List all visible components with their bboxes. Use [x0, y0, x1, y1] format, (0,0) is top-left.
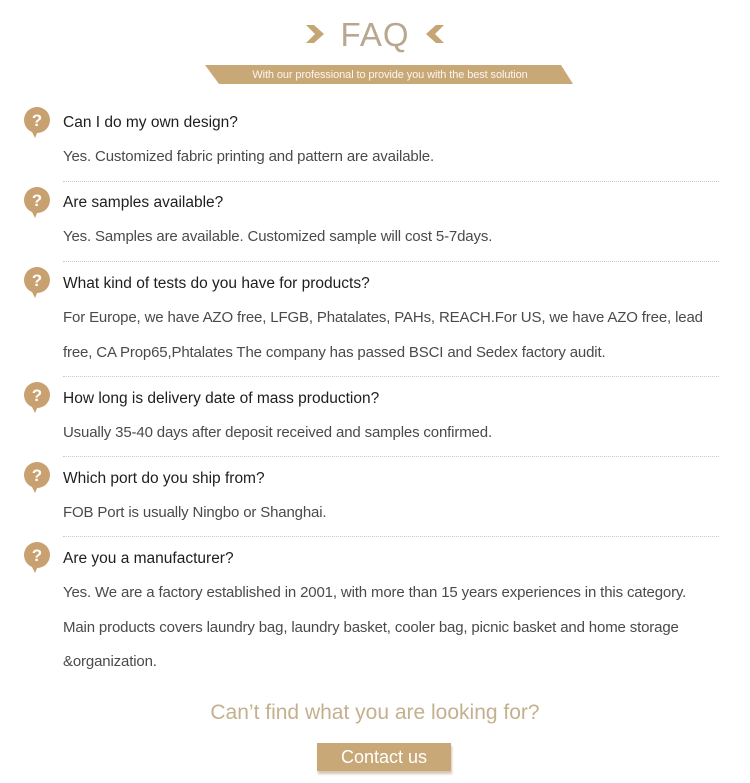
- faq-question: Are samples available?: [63, 194, 224, 211]
- svg-text:?: ?: [31, 271, 43, 290]
- question-bubble-icon: [23, 266, 51, 298]
- separator: [63, 456, 719, 457]
- faq-answer: &organization.: [63, 653, 157, 670]
- faq-question: What kind of tests do you have for products?: [63, 275, 370, 292]
- faq-answer: Yes. We are a factory established in 2001, with more than 15 years experiences in this category.: [63, 584, 687, 601]
- subtitle-banner: [205, 65, 573, 84]
- faq-question: Which port do you ship from?: [63, 470, 265, 487]
- faq-question: Are you a manufacturer?: [63, 550, 234, 567]
- faq-answer: Yes. Samples are available. Customized sample will cost 5-7days.: [63, 228, 493, 245]
- contact-us-button[interactable]: Contact us: [317, 743, 451, 771]
- page-title: FAQ: [340, 15, 410, 53]
- faq-title-row: [0, 12, 750, 56]
- faq-answer: Yes. Customized fabric printing and pattern are available.: [63, 148, 434, 165]
- chevron-left-icon: [424, 23, 446, 45]
- svg-text:?: ?: [31, 466, 43, 485]
- question-bubble-icon: [23, 106, 51, 138]
- faq-question: How long is delivery date of mass production?: [63, 390, 380, 407]
- chevron-right-icon: [304, 23, 326, 45]
- faq-answer: Usually 35-40 days after deposit received and samples confirmed.: [63, 424, 492, 441]
- svg-text:?: ?: [31, 546, 43, 565]
- question-bubble-icon: [23, 381, 51, 413]
- subtitle-text: With our professional to provide you with the best solution: [252, 68, 528, 81]
- faq-answer: For Europe, we have AZO free, LFGB, Phatalates, PAHs, REACH.For US, we have AZO free, lead: [63, 309, 703, 326]
- faq-answer: FOB Port is usually Ningbo or Shanghai.: [63, 504, 327, 521]
- svg-text:?: ?: [31, 191, 43, 210]
- separator: [63, 376, 719, 377]
- svg-text:?: ?: [31, 111, 43, 130]
- faq-answer: free, CA Prop65,Phtalates The company has passed BSCI and Sedex factory audit.: [63, 344, 606, 361]
- separator: [63, 181, 719, 182]
- question-bubble-icon: [23, 186, 51, 218]
- question-bubble-icon: [23, 461, 51, 493]
- faq-question: Can I do my own design?: [63, 114, 238, 131]
- question-bubble-icon: [23, 541, 51, 573]
- faq-header: [0, 0, 750, 95]
- separator: [63, 261, 719, 262]
- faq-answer: Main products covers laundry bag, laundry basket, cooler bag, picnic basket and home storage: [63, 619, 679, 636]
- separator: [63, 536, 719, 537]
- cant-find-prompt: Can’t find what you are looking for?: [210, 701, 540, 724]
- svg-text:?: ?: [31, 386, 43, 405]
